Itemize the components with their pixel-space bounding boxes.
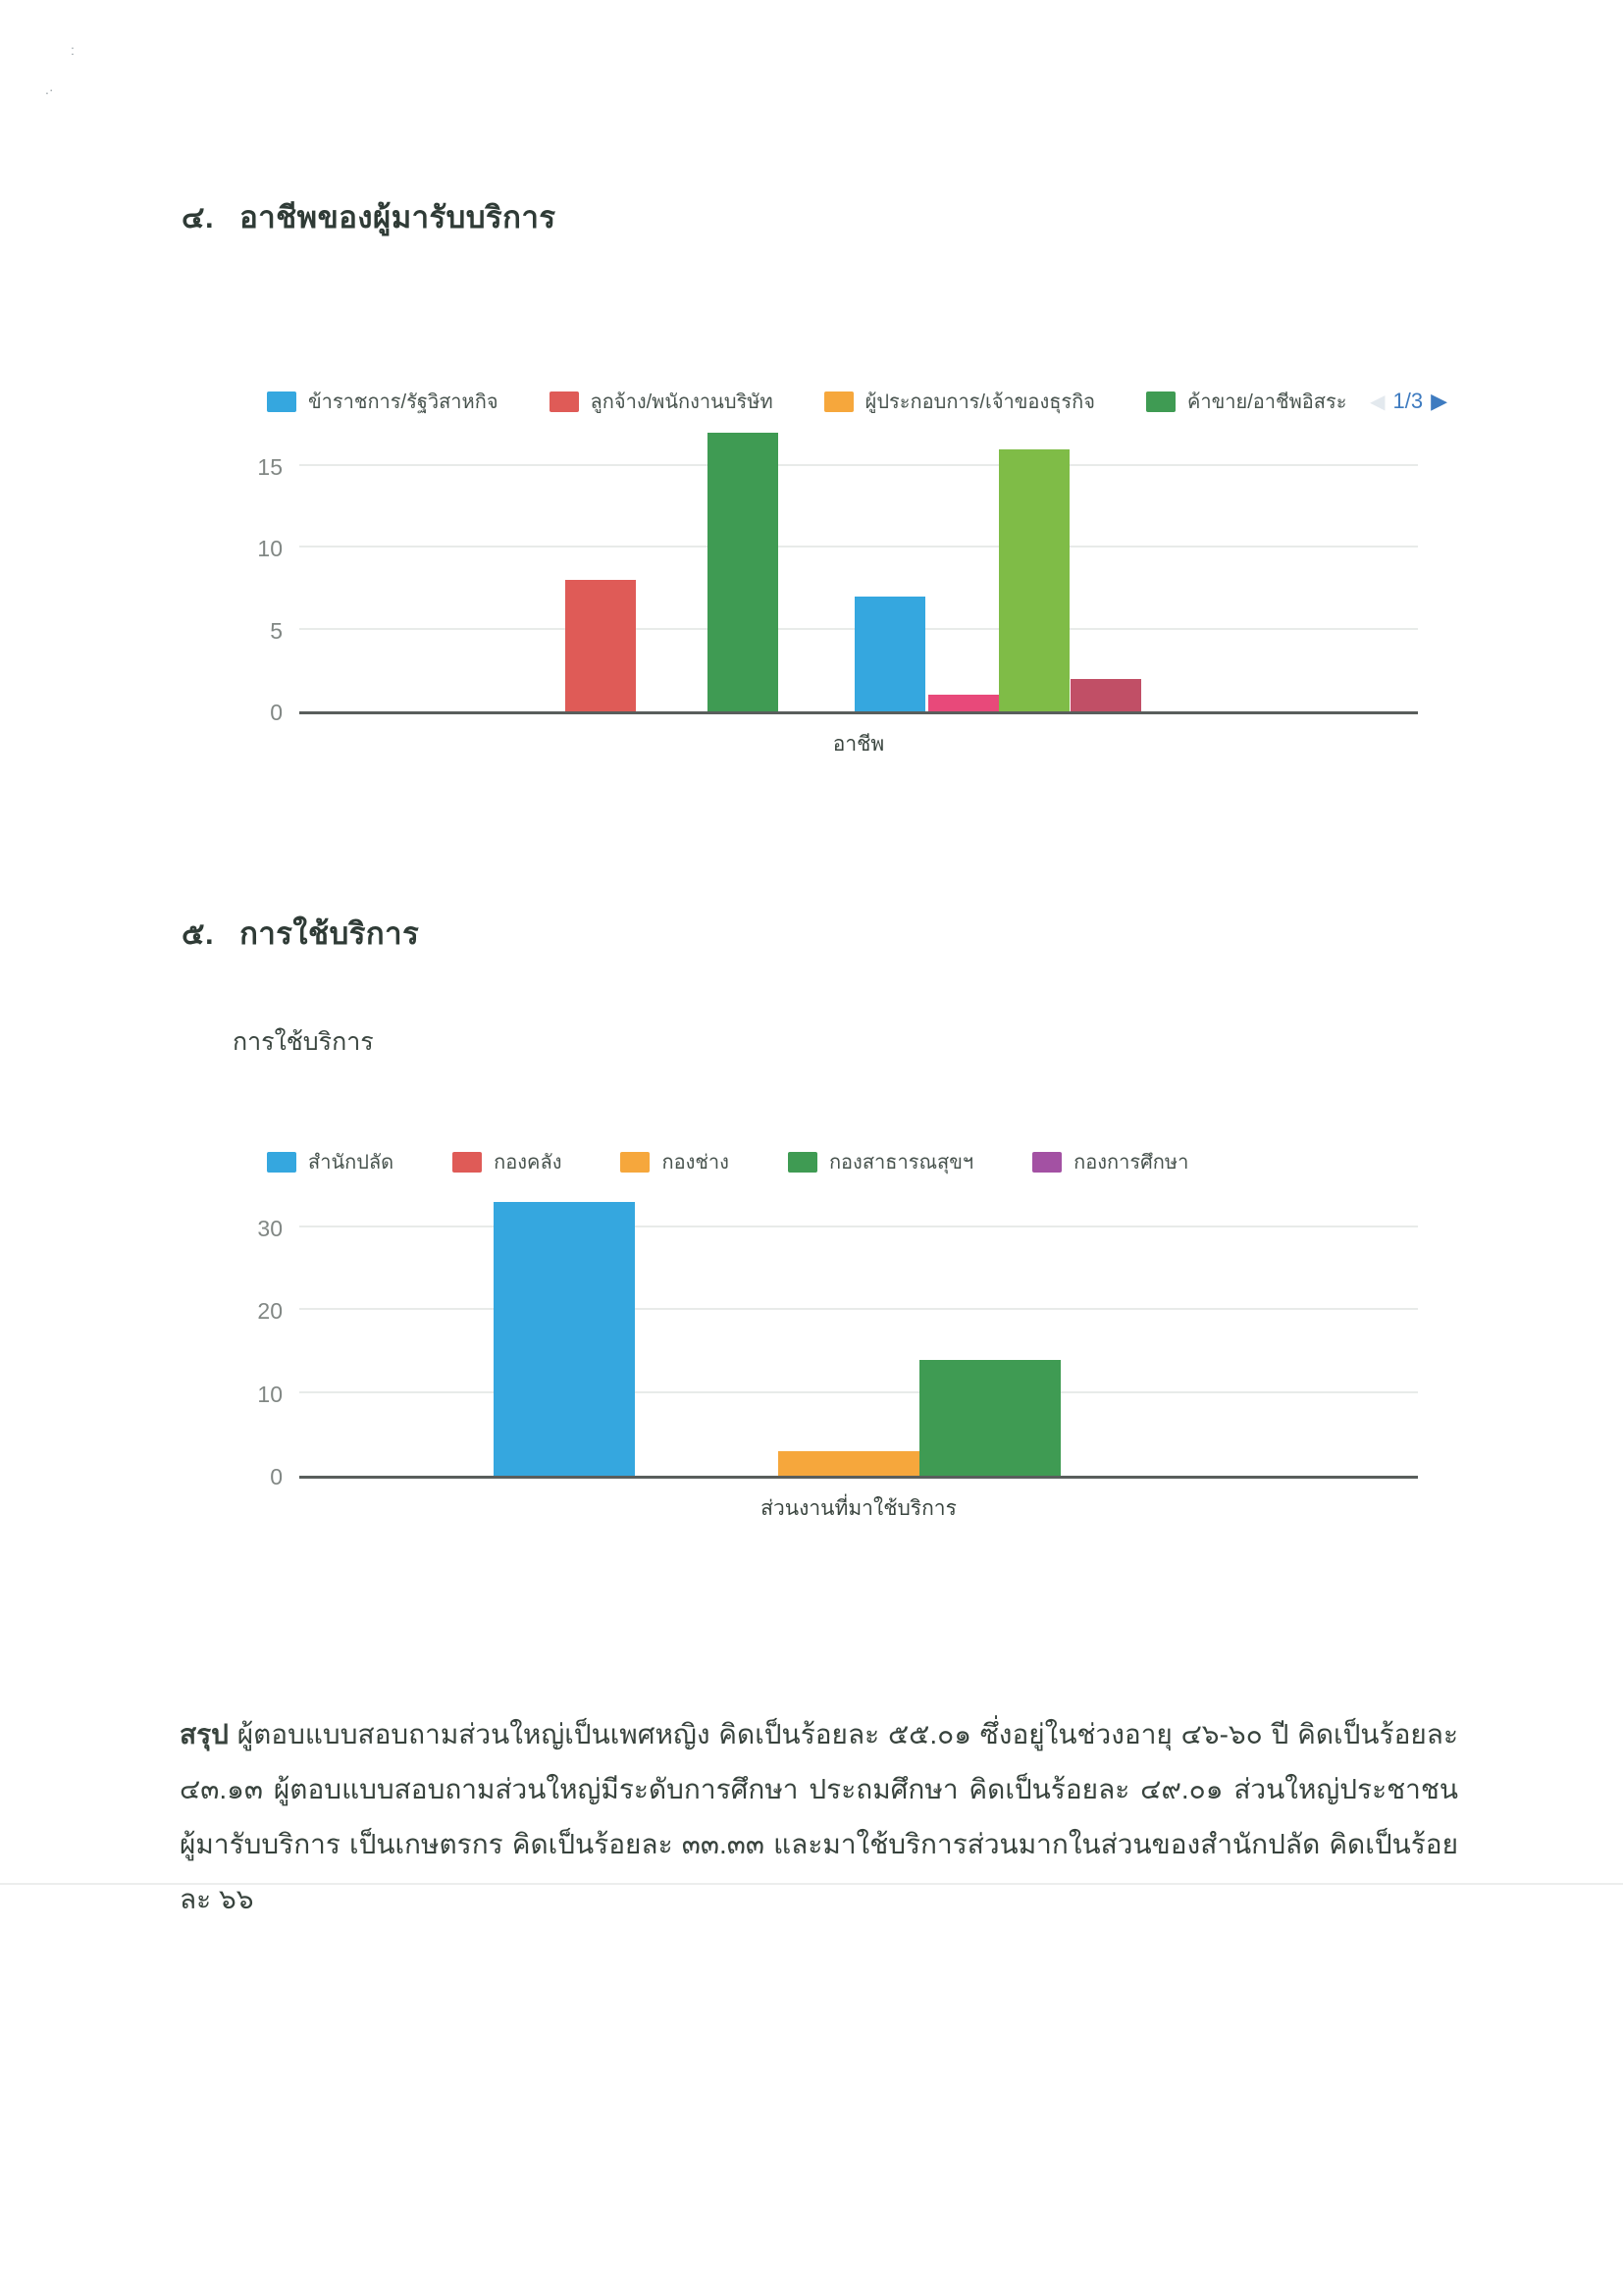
legend-label: กองคลัง — [494, 1152, 562, 1174]
bar-maroon — [1071, 679, 1141, 711]
section-4-title: อาชีพของผู้มารับบริการ — [239, 200, 556, 235]
summary-paragraph — [180, 1707, 1458, 1927]
scan-speck: .· — [45, 81, 54, 97]
legend-item — [550, 386, 773, 417]
legend-swatch-orange-icon — [620, 1152, 650, 1173]
bar-blue — [494, 1202, 635, 1476]
legend-pager — [1370, 389, 1447, 414]
y-axis-labels — [226, 1185, 283, 1489]
bar-red — [565, 580, 636, 711]
plot-area — [299, 425, 1418, 714]
legend-swatch-blue-icon — [267, 1152, 296, 1173]
service-chart-legend — [226, 1146, 1447, 1177]
bar-dark_green — [707, 433, 778, 711]
legend-label: สำนักปลัด — [308, 1152, 394, 1174]
legend-swatch-red-icon — [550, 391, 579, 412]
legend-item — [452, 1146, 561, 1177]
legend-item — [267, 386, 498, 417]
pager-page-label: 1/3 — [1392, 389, 1424, 413]
legend-item — [1032, 1146, 1188, 1177]
plot-area — [299, 1185, 1418, 1479]
legend-label: กองช่าง — [661, 1152, 729, 1174]
y-tick-label: 5 — [270, 617, 283, 644]
gridline — [299, 1391, 1418, 1393]
section-5-title: การใช้บริการ — [239, 916, 420, 951]
x-axis-title: อาชีพ — [832, 733, 885, 756]
section-5-heading — [182, 909, 419, 958]
bar-orange — [778, 1451, 919, 1476]
bar-blue — [855, 597, 925, 711]
legend-label: ข้าราชการ/รัฐวิสาหกิจ — [308, 391, 498, 413]
bar-dark_green — [919, 1360, 1061, 1476]
bar-light_green — [999, 449, 1070, 711]
legend-item — [788, 1146, 973, 1177]
pager-prev-icon[interactable]: ◀ — [1370, 391, 1386, 413]
legend-item — [267, 1146, 393, 1177]
y-tick-label: 10 — [257, 1381, 283, 1407]
bar-pink — [928, 695, 999, 711]
gridline — [299, 546, 1418, 548]
section-4-heading — [182, 192, 556, 241]
section-4-number: ๔. — [182, 200, 215, 235]
occupation-chart-legend — [226, 386, 1447, 417]
legend-swatch-red-icon — [452, 1152, 482, 1173]
legend-item — [824, 386, 1095, 417]
gridline — [299, 464, 1418, 466]
y-tick-label: 0 — [270, 1464, 283, 1489]
scan-speck: : — [71, 42, 75, 58]
chart-2-subtitle: การใช้บริการ — [233, 1028, 374, 1056]
pager-next-icon[interactable]: ▶ — [1431, 389, 1447, 413]
y-tick-label: 15 — [257, 453, 283, 480]
y-axis-labels — [226, 425, 283, 725]
legend-swatch-green-icon — [1146, 391, 1176, 412]
legend-label: กองการศึกษา — [1073, 1152, 1189, 1174]
legend-swatch-green-icon — [788, 1152, 817, 1173]
legend-label: ลูกจ้าง/พนักงานบริษัท — [590, 391, 773, 413]
legend-label: กองสาธารณสุขฯ — [828, 1152, 974, 1174]
service-chart — [226, 1146, 1447, 1525]
legend-label: ผู้ประกอบการ/เจ้าของธุรกิจ — [864, 391, 1095, 413]
occupation-chart — [226, 386, 1447, 760]
summary-text: ผู้ตอบแบบสอบถามส่วนใหญ่เป็นเพศหญิง คิดเป็นร้อยละ ๕๕.๐๑ ซึ่งอยู่ในช่วงอายุ ๔๖-๖๐ ปี คิดเป็นร้อยละ ๔๓.๑๓ ผู้ตอบแบบสอบถามส่วนใหญ่มีระดับการศึกษา ประถมศึกษา คิดเป็นร้อยละ ๔๙.๐๑ ส่วนใหญ่ประชาชนผู้มารับบริการ เป็นเกษตรกร คิดเป็นร้อยละ ๓๓.๓๓ และมาใช้บริการส่วนมากในส่วนของสำนักปลัด คิดเป็นร้อยละ ๖๖ — [180, 1719, 1458, 1914]
gridline — [299, 1308, 1418, 1310]
y-tick-label: 20 — [257, 1298, 283, 1324]
legend-swatch-blue-icon — [267, 391, 296, 412]
gridline — [299, 1226, 1418, 1227]
legend-swatch-orange-icon — [824, 391, 854, 412]
summary-label: สรุป — [180, 1719, 229, 1749]
legend-swatch-purple-icon — [1032, 1152, 1062, 1173]
legend-item — [1146, 386, 1347, 417]
y-tick-label: 30 — [257, 1215, 283, 1241]
legend-item — [620, 1146, 728, 1177]
y-tick-label: 0 — [270, 700, 283, 725]
section-5-number: ๕. — [182, 916, 215, 951]
x-axis-title: ส่วนงานที่มาใช้บริการ — [760, 1497, 957, 1520]
y-tick-label: 10 — [257, 536, 283, 561]
legend-label: ค้าขาย/อาชีพอิสระ — [1187, 391, 1347, 413]
